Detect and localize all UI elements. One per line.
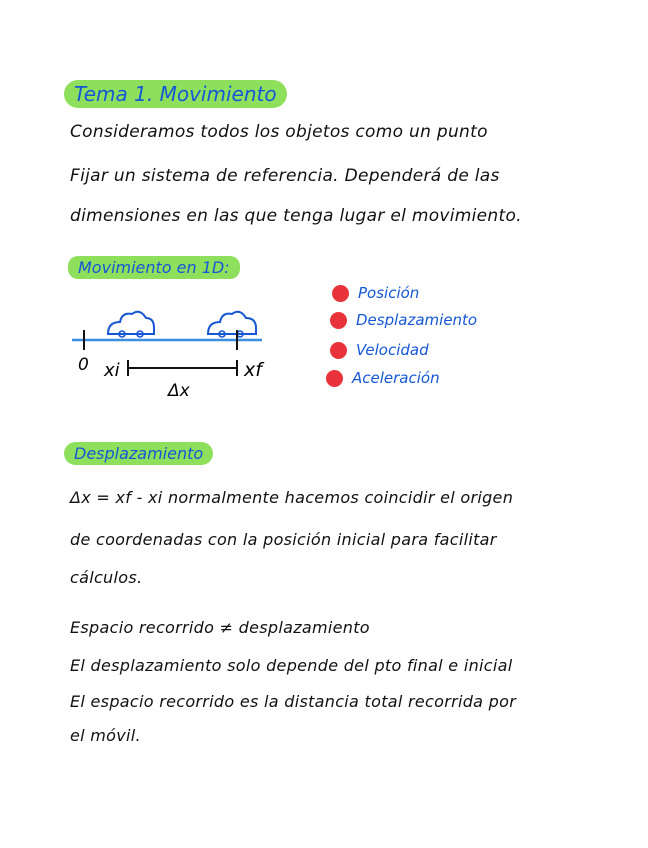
- xf-label: xf: [244, 359, 262, 381]
- legend-item-aceleracion: [326, 369, 440, 387]
- car-initial-icon: [108, 312, 154, 337]
- section-desp-heading: [64, 442, 213, 465]
- bullet-dot-icon: [330, 312, 347, 329]
- desp-line-3: cálculos.: [70, 568, 143, 587]
- legend-item-posicion: [332, 284, 419, 302]
- delta-label: Δx: [168, 381, 190, 401]
- desp-line-2: de coordenadas con la posición inicial para facilitar: [70, 530, 497, 549]
- motion-1d-diagram: [70, 300, 290, 405]
- car-final-icon: [208, 312, 256, 337]
- bullet-dot-icon: [330, 342, 347, 359]
- origin-label: 0: [78, 355, 89, 375]
- legend-label: Posición: [358, 284, 420, 302]
- legend-label: Desplazamiento: [356, 311, 478, 329]
- page-title: [64, 80, 287, 108]
- section-1d-heading-text: Movimiento en 1D:: [78, 258, 230, 277]
- desp-line-1: Δx = xf - xi normalmente hacemos coincidir el origen: [70, 488, 514, 507]
- desp-line-5: El desplazamiento solo depende del pto final e inicial: [70, 656, 513, 675]
- bullet-dot-icon: [332, 285, 349, 302]
- desp-line-7: el móvil.: [70, 726, 141, 745]
- page-title-text: Tema 1. Movimiento: [74, 82, 277, 106]
- legend-item-velocidad: [330, 341, 429, 359]
- bullet-dot-icon: [326, 370, 343, 387]
- legend-label: Aceleración: [352, 369, 440, 387]
- legend-item-desplazamiento: [330, 311, 477, 329]
- legend-label: Velocidad: [356, 341, 429, 359]
- desp-line-4: Espacio recorrido ≠ desplazamiento: [70, 618, 370, 637]
- intro-line-3: dimensiones en las que tenga lugar el movimiento.: [70, 206, 522, 226]
- intro-line-2: Fijar un sistema de referencia. Dependerá de las: [70, 166, 500, 186]
- desp-line-6: El espacio recorrido es la distancia total recorrida por: [70, 692, 517, 711]
- xi-label: xi: [104, 360, 120, 381]
- intro-line-1: Consideramos todos los objetos como un punto: [70, 122, 488, 142]
- section-desp-heading-text: Desplazamiento: [74, 444, 204, 463]
- section-1d-heading: [68, 256, 240, 279]
